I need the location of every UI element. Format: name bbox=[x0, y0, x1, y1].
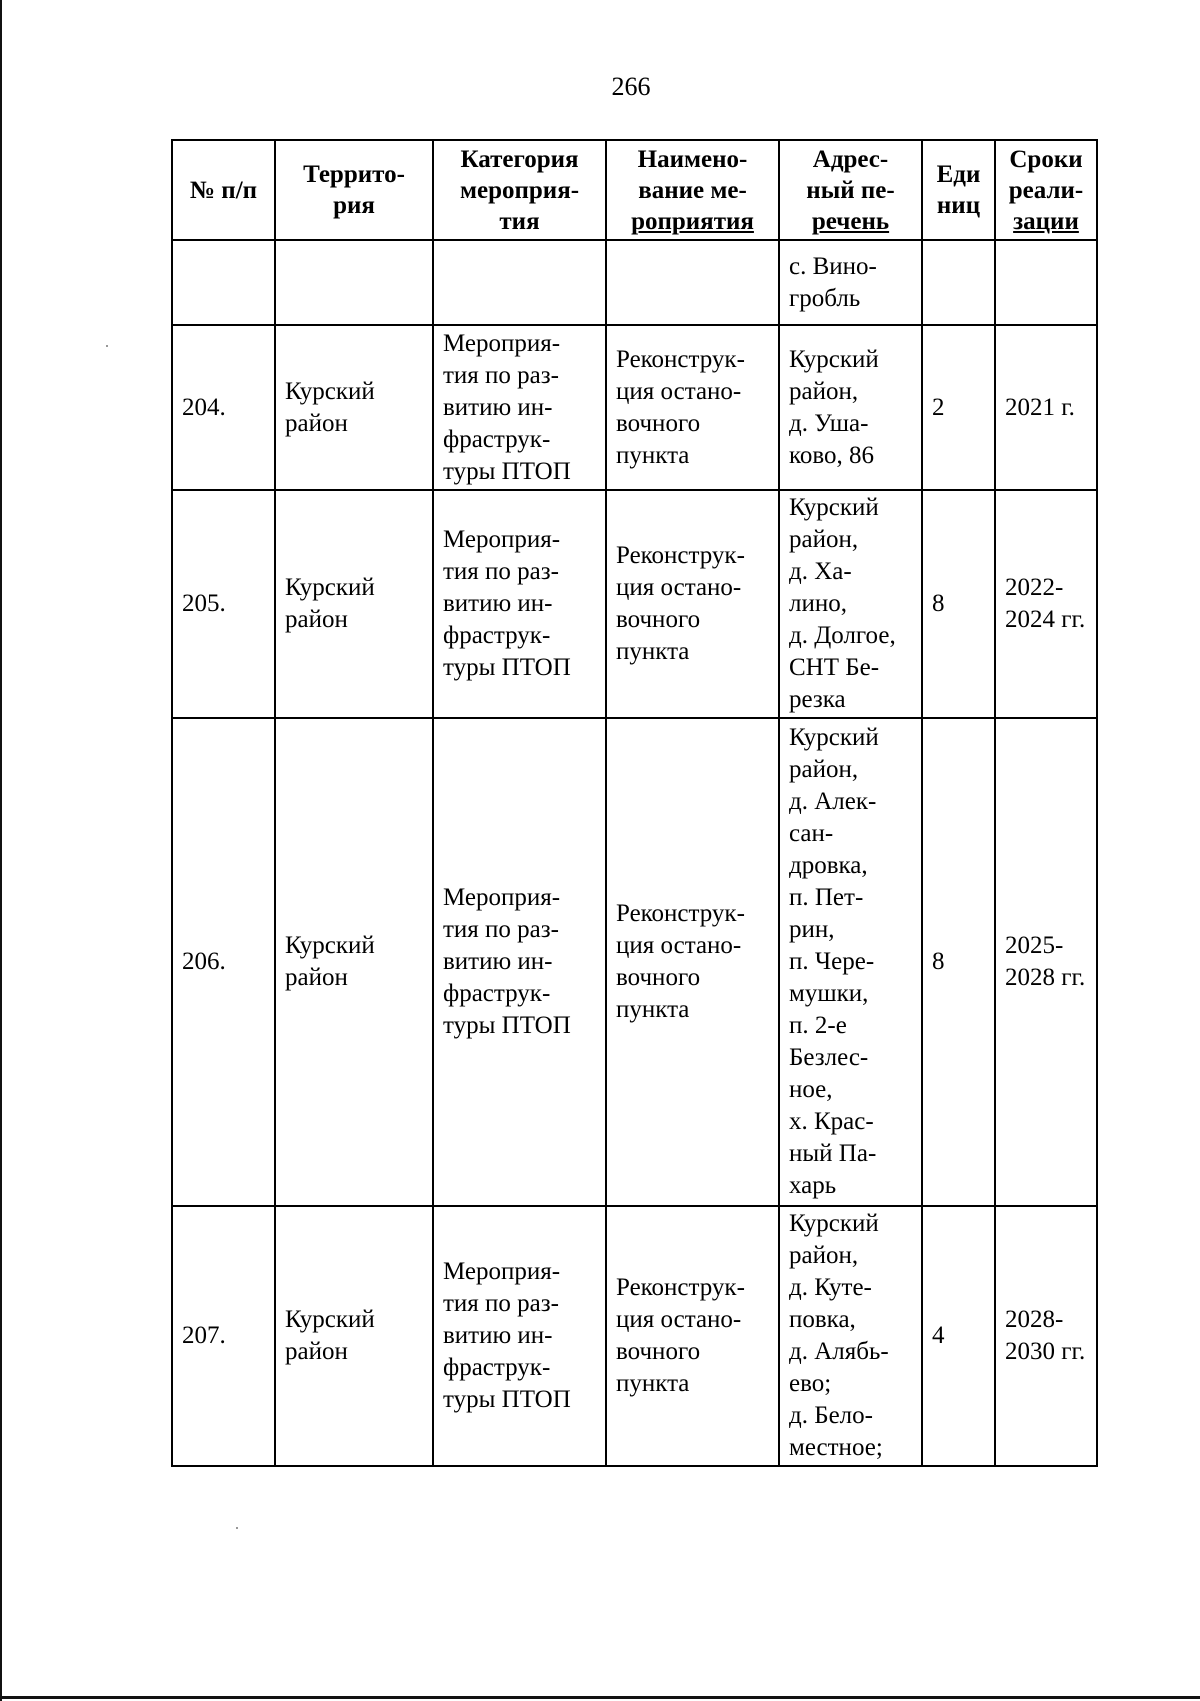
cell-name bbox=[606, 490, 779, 718]
header-address-label: Адрес- ный пе- bbox=[806, 145, 895, 204]
cell-terms bbox=[995, 1206, 1097, 1466]
header-territory bbox=[275, 140, 433, 240]
cell-units-text: 4 bbox=[932, 1322, 945, 1349]
registry-table bbox=[171, 139, 1098, 1467]
cell-territory-text: Курский район bbox=[285, 1306, 375, 1365]
cell-units bbox=[922, 718, 995, 1206]
cell-terms-text: 2025- 2028 гг. bbox=[1005, 932, 1086, 991]
header-address bbox=[779, 140, 922, 240]
cell-name-text: Реконструк- ция остано- вочного пункта bbox=[616, 1274, 745, 1397]
cell-units-text: 8 bbox=[932, 948, 945, 975]
cell-name-text: Реконструк- ция остано- вочного пункта bbox=[616, 345, 745, 469]
cell-category-text: Мероприя- тия по раз- витию ин- фраструк- туры ПТОП bbox=[443, 526, 571, 681]
cell-num bbox=[172, 490, 275, 718]
cell-terms-text: 2021 г. bbox=[1005, 393, 1075, 421]
cell-terms-text: 2022- 2024 гг. bbox=[1005, 574, 1086, 633]
cell-terms-text: 2028- 2030 гг. bbox=[1005, 1306, 1086, 1365]
cell-name-text: Реконструк- ция остано- вочного пункта bbox=[616, 542, 745, 665]
cell-num-text: 206. bbox=[182, 948, 226, 975]
table-row-continuation bbox=[172, 240, 1097, 325]
table-row bbox=[172, 325, 1097, 490]
scan-edge-left bbox=[0, 0, 2, 1701]
cell-empty bbox=[275, 240, 433, 325]
cell-num-text: 204. bbox=[182, 393, 226, 421]
cell-address-text: Курский район, д. Алек- сан- дровка, п. Пет- рин, п. Чере- мушки, п. 2-е Безлес- ное, х. Крас- ный Па- харь bbox=[789, 724, 879, 1199]
header-category-label: Категория мероприя- тия bbox=[459, 145, 580, 235]
cell-category bbox=[433, 325, 606, 490]
cell-address-text: с. Вино- гробль bbox=[789, 252, 877, 312]
cell-num bbox=[172, 718, 275, 1206]
cell-num-text: 207. bbox=[182, 1322, 226, 1349]
cell-num bbox=[172, 325, 275, 490]
scan-edge-bottom bbox=[0, 1696, 1200, 1699]
scan-speck bbox=[236, 1527, 238, 1529]
cell-territory-text: Курский район bbox=[285, 574, 375, 633]
cell-address bbox=[779, 325, 922, 490]
cell-units bbox=[922, 1206, 995, 1466]
cell-name bbox=[606, 325, 779, 490]
cell-terms bbox=[995, 718, 1097, 1206]
cell-territory bbox=[275, 490, 433, 718]
cell-category bbox=[433, 1206, 606, 1466]
cell-address-text: Курский район, д. Ха- лино, д. Долгое, СНТ Бе- резка bbox=[789, 494, 896, 713]
cell-name bbox=[606, 718, 779, 1206]
header-address-label-underlined: речень bbox=[811, 207, 890, 235]
cell-address bbox=[779, 1206, 922, 1466]
cell-category bbox=[433, 718, 606, 1206]
cell-terms bbox=[995, 490, 1097, 718]
header-name-label-underlined: роприятия bbox=[631, 207, 754, 235]
cell-territory bbox=[275, 718, 433, 1206]
header-territory-label: Террито- рия bbox=[303, 161, 405, 219]
header-num-label: № п/п bbox=[189, 176, 258, 204]
header-units-label: Еди ниц bbox=[936, 161, 981, 219]
cell-address bbox=[779, 240, 922, 325]
cell-terms bbox=[995, 325, 1097, 490]
cell-empty bbox=[606, 240, 779, 325]
cell-territory bbox=[275, 325, 433, 490]
cell-name bbox=[606, 1206, 779, 1466]
cell-territory bbox=[275, 1206, 433, 1466]
header-row bbox=[172, 140, 1097, 240]
header-name bbox=[606, 140, 779, 240]
cell-category-text: Мероприя- тия по раз- витию ин- фраструк- туры ПТОП bbox=[443, 884, 571, 1039]
cell-territory-text: Курский район bbox=[285, 932, 375, 991]
cell-category-text: Мероприя- тия по раз- витию ин- фраструк- туры ПТОП bbox=[443, 329, 571, 485]
table-row bbox=[172, 490, 1097, 718]
cell-address bbox=[779, 490, 922, 718]
header-terms-label-underlined: зации bbox=[1013, 207, 1079, 235]
header-category bbox=[433, 140, 606, 240]
cell-units-text: 2 bbox=[932, 393, 945, 421]
cell-name-text: Реконструк- ция остано- вочного пункта bbox=[616, 900, 745, 1023]
table-row bbox=[172, 1206, 1097, 1466]
header-terms-label: Сроки реали- bbox=[1008, 145, 1084, 204]
cell-empty bbox=[172, 240, 275, 325]
cell-address-text: Курский район, д. Куте- повка, д. Алябь- ево; д. Бело- местное; bbox=[789, 1210, 889, 1461]
cell-units bbox=[922, 325, 995, 490]
cell-num bbox=[172, 1206, 275, 1466]
cell-address-text: Курский район, д. Уша- ково, 86 bbox=[789, 345, 879, 469]
cell-num-text: 205. bbox=[182, 590, 226, 617]
cell-empty bbox=[433, 240, 606, 325]
header-units bbox=[922, 140, 995, 240]
table-row bbox=[172, 718, 1097, 1206]
cell-units-text: 8 bbox=[932, 590, 945, 617]
header-num bbox=[172, 140, 275, 240]
cell-address bbox=[779, 718, 922, 1206]
header-terms bbox=[995, 140, 1097, 240]
scan-speck bbox=[106, 345, 108, 347]
cell-empty bbox=[922, 240, 995, 325]
cell-territory-text: Курский район bbox=[285, 377, 375, 437]
cell-empty bbox=[995, 240, 1097, 325]
cell-category bbox=[433, 490, 606, 718]
cell-units bbox=[922, 490, 995, 718]
page-number: 266 bbox=[611, 72, 651, 101]
header-name-label: Наимено- вание ме- bbox=[637, 145, 748, 204]
cell-category-text: Мероприя- тия по раз- витию ин- фраструк- туры ПТОП bbox=[443, 1258, 571, 1413]
